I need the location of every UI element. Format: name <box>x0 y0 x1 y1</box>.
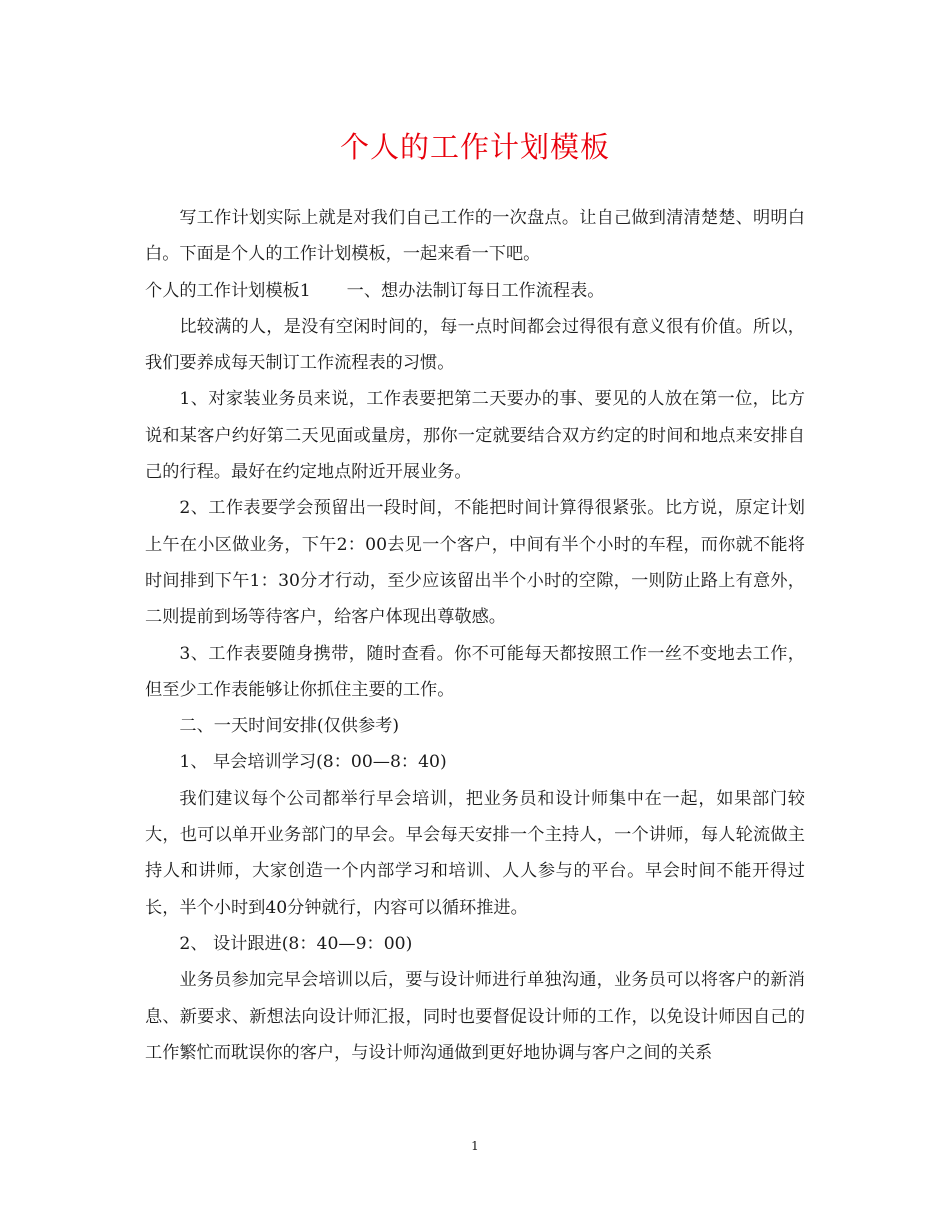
section2-heading: 二、一天时间安排(仅供参考) <box>179 716 400 737</box>
intro-paragraph: 写工作计划实际上就是对我们自己工作的一次盘点。让自己做到清清楚楚、明明白白。下面是个人的工作计划模板，一起来看一下吧。 <box>145 208 805 265</box>
document-title: 个人的工作计划模板 <box>339 130 610 164</box>
paragraph-point-3: 3、工作表要随身携带，随时查看。你不可能每天都按照工作一丝不变地去工作，但至少工作表能够让你抓住主要的工作。 <box>145 643 805 700</box>
page-number: 1 <box>471 1139 479 1153</box>
template-subheading <box>145 273 805 309</box>
paragraph-morning-meeting: 我们建议每个公司都举行早会培训，把业务员和设计师集中在一起，如果部门较大，也可以单开业务部门的早会。早会每天安排一个主持人，一个讲师，每人轮流做主持人和讲师，大家创造一个内部学习和培训、人人参与的平台。早会时间不能开得过长，半个小时到40分钟就行，内容可以循环推进。 <box>145 788 805 918</box>
paragraph-busy-people: 比较满的人，是没有空闲时间的，每一点时间都会过得很有意义很有价值。所以，我们要养成每天制订工作流程表的习惯。 <box>145 316 805 374</box>
section1-heading: 一、想办法制订每日工作流程表。 <box>346 280 605 301</box>
document-body <box>145 200 805 1071</box>
template-label: 个人的工作计划模板1 <box>145 280 311 301</box>
paragraph-point-2: 2、工作表要学会预留出一段时间，不能把时间计算得很紧张。比方说，原定计划上午在小区做业务，下午2：00去见一个客户，中间有半个小时的车程，而你就不能将时间排到下午1：30分才行动，至少应该留出半个小时的空隙，一则防止路上有意外，二则提前到场等待客户，给客户体现出尊敬感。 <box>145 498 805 628</box>
paragraph-design-followup: 业务员参加完早会培训以后，要与设计师进行单独沟通，业务员可以将客户的新消息、新要求、新想法向设计师汇报，同时也要督促设计师的工作，以免设计师因自己的工作繁忙而耽误你的客户，与设计师沟通做到更好地协调与客户之间的关系 <box>145 970 805 1063</box>
item2-heading: 2、 设计跟进(8：40—9：00) <box>179 933 413 954</box>
item1-heading: 1、 早会培训学习(8：00—8：40) <box>179 752 447 773</box>
paragraph-point-1: 1、对家装业务员来说，工作表要把第二天要办的事、要见的人放在第一位，比方说和某客户约好第二天见面或量房，那你一定就要结合双方约定的时间和地点来安排自己的行程。最好在约定地点附近开展业务。 <box>145 389 805 483</box>
